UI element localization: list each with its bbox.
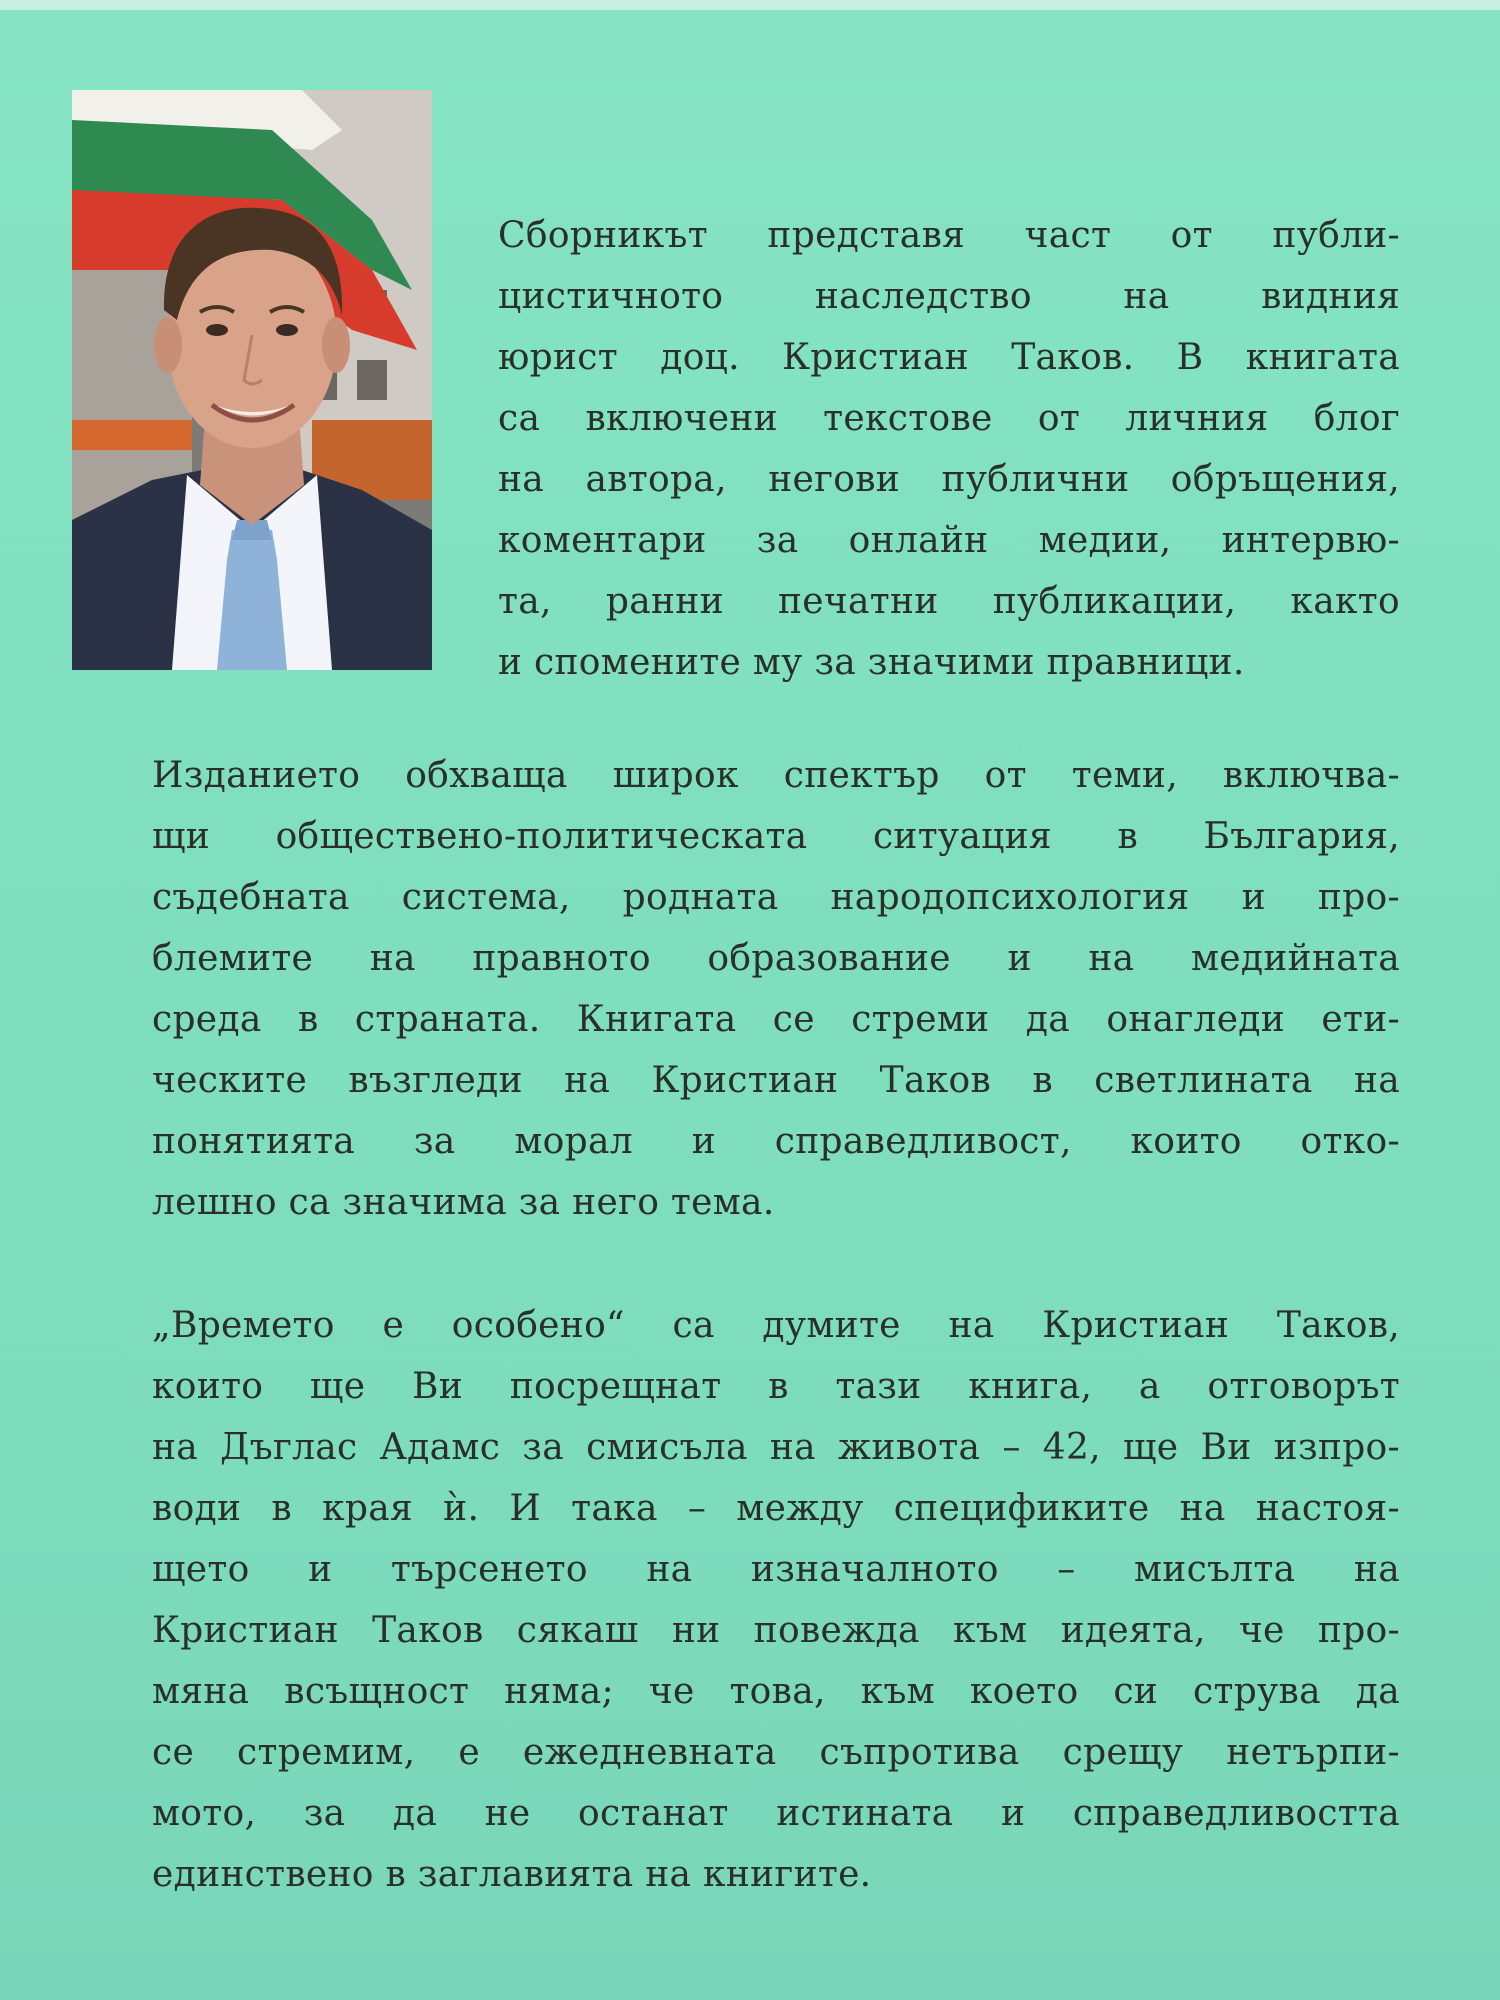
text-line: лешно са значима за него тема. — [152, 1182, 775, 1223]
text-line: коментари за онлайн медии, интервю- — [498, 520, 1400, 561]
text-line: съдебната система, родната народопсихология и про- — [152, 877, 1400, 918]
text-line: мяна всъщност няма; че това, към което си струва да — [152, 1671, 1400, 1712]
text-line: се стремим, е ежедневната съпротива срещу нетърпи- — [152, 1732, 1400, 1773]
text-line: мото, за да не останат истината и справедливостта — [152, 1793, 1400, 1834]
author-photo — [72, 90, 432, 670]
text-line: блемите на правното образование и на медийната — [152, 938, 1400, 979]
text-line: Сборникът представя част от публи- — [498, 215, 1400, 256]
text-line: Кристиан Таков сякаш ни повежда към идеята, че про- — [152, 1610, 1400, 1651]
text-line: ческите възгледи на Кристиан Таков в светлината на — [152, 1060, 1400, 1101]
text-line: щи обществено-политическата ситуация в България, — [152, 816, 1400, 857]
text-line: води в края ѝ. И така – между спецификите на настоя- — [152, 1488, 1400, 1529]
text-line: на автора, негови публични обръщения, — [498, 459, 1400, 500]
text-line: среда в страната. Книгата се стреми да онагледи ети- — [152, 999, 1400, 1040]
author-portrait-image — [72, 90, 432, 670]
paragraph-closing — [152, 1295, 1400, 1905]
paragraph-intro — [498, 205, 1400, 693]
cover-top-edge — [0, 0, 1500, 10]
text-line: и спомените му за значими правници. — [498, 642, 1245, 683]
text-line: понятията за морал и справедливост, които отко- — [152, 1121, 1400, 1162]
text-line: „Времето е особено“ са думите на Кристиан Таков, — [152, 1305, 1400, 1346]
text-line: та, ранни печатни публикации, както — [498, 581, 1400, 622]
text-line: единствено в заглавията на книгите. — [152, 1854, 872, 1895]
text-line: са включени текстове от личния блог — [498, 398, 1400, 439]
text-line: Изданието обхваща широк спектър от теми, включва- — [152, 755, 1400, 796]
text-line: юрист доц. Кристиан Таков. В книгата — [498, 337, 1400, 378]
text-line: щето и търсенето на изначалното – мисълта на — [152, 1549, 1400, 1590]
paragraph-scope — [152, 745, 1400, 1233]
text-line: цистичното наследство на видния — [498, 276, 1400, 317]
text-line: които ще Ви посрещнат в тази книга, а отговорът — [152, 1366, 1400, 1407]
text-line: на Дъглас Адамс за смисъла на живота – 42, ще Ви изпро- — [152, 1427, 1400, 1468]
